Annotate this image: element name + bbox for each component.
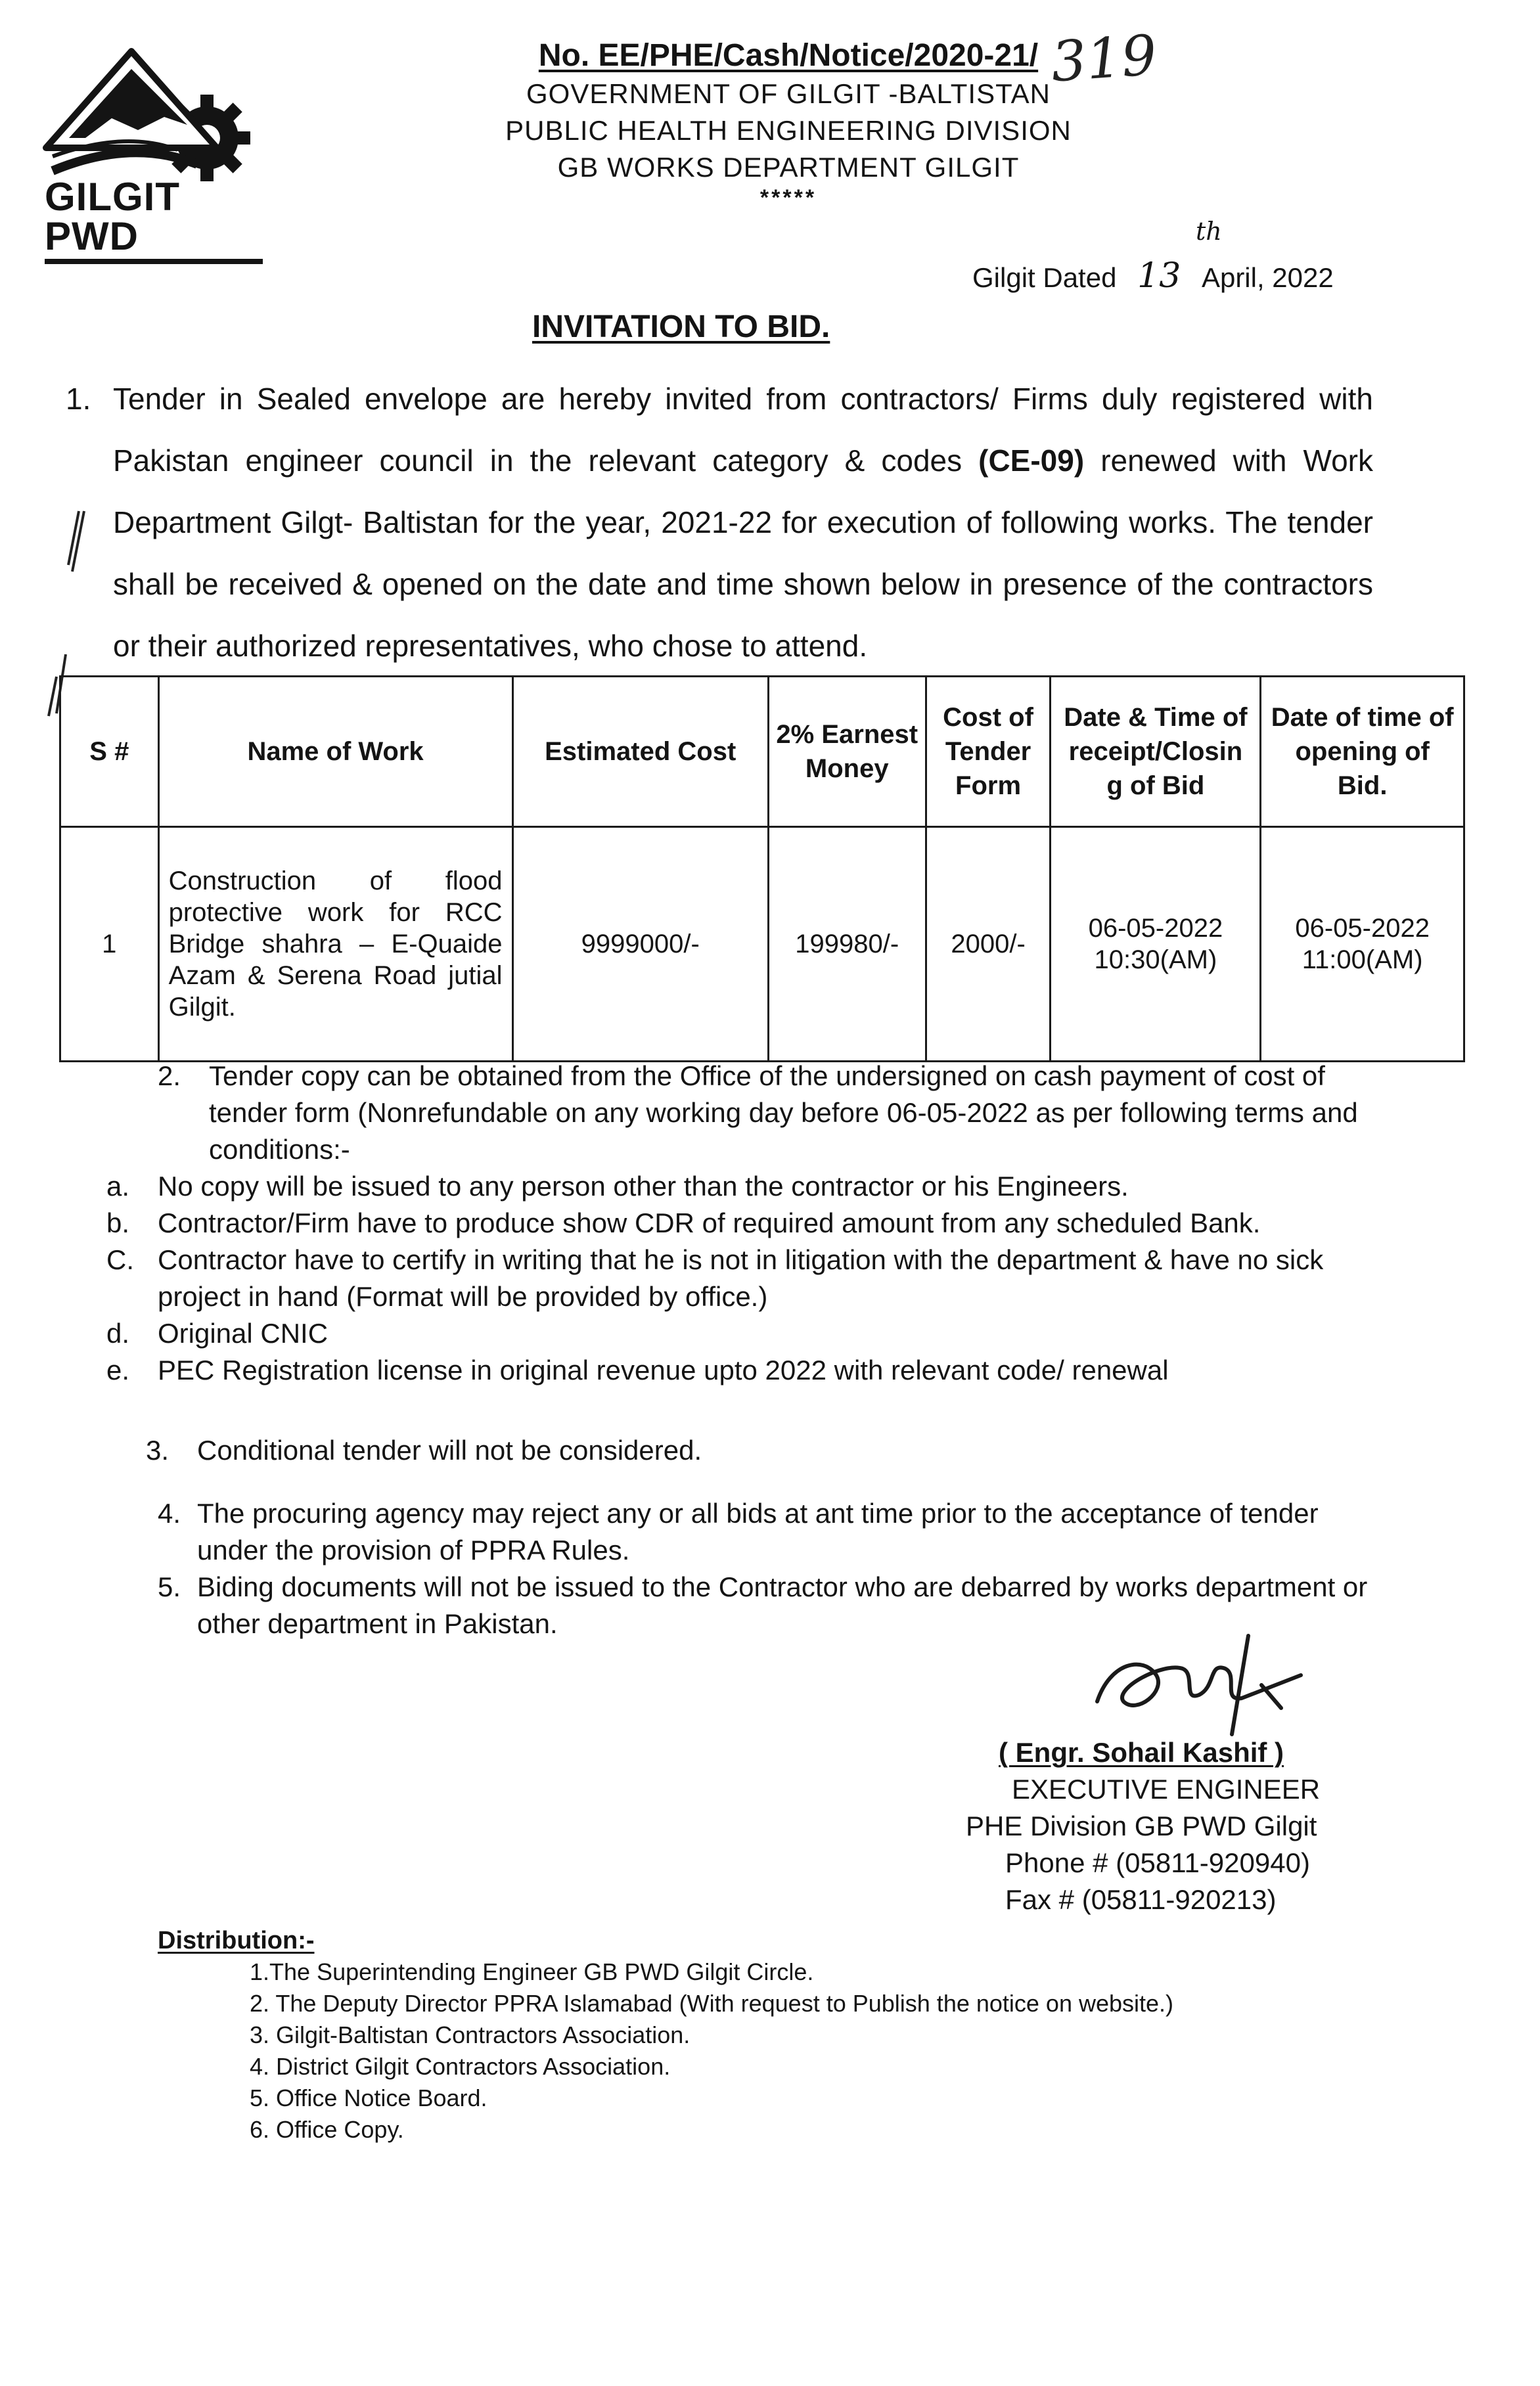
header-receipt-closing: Date & Time of receipt/Closin g of Bid (1051, 677, 1261, 827)
document-title: INVITATION TO BID. (532, 309, 830, 344)
notice-date (972, 217, 1334, 296)
mountain-gear-icon (39, 39, 263, 184)
header-stars: ***** (759, 185, 817, 210)
list-item: 3. Gilgit-Baltistan Contractors Association. (250, 2021, 691, 2048)
terms-and-conditions (106, 1058, 1380, 1389)
signatory-designation: EXECUTIVE ENGINEER (1012, 1774, 1321, 1805)
cell-opening (1261, 827, 1464, 1062)
table-header-row (60, 677, 1464, 827)
category-code: (CE-09) (978, 443, 1085, 478)
list-item: 5. Office Notice Board. (250, 2084, 487, 2111)
header-name-of-work: Name of Work (158, 677, 512, 827)
date-day-suffix: th (1196, 217, 1222, 246)
terms-additional (146, 1432, 1380, 1642)
condition-e: e. PEC Registration license in original revenue upto 2022 with relevant code/ renewal (106, 1355, 1169, 1385)
cell-receipt-closing (1051, 827, 1261, 1062)
header-estimated-cost: Estimated Cost (512, 677, 768, 827)
paragraph-2 (158, 1058, 1380, 1168)
list-item: 4. District Gilgit Contractors Association. (250, 2053, 671, 2080)
bid-table (59, 675, 1465, 1062)
paragraph-1 (66, 368, 1373, 677)
condition-a: a. No copy will be issued to any person other than the contractor or his Engineers. (106, 1171, 1129, 1202)
date-month-year: April, 2022 (1201, 262, 1334, 293)
table-row (60, 827, 1464, 1062)
list-item: 2. The Deputy Director PPRA Islamabad (With request to Publish the notice on website.) (250, 1990, 1174, 2017)
cell-estimated-cost: 9999000/- (512, 827, 768, 1062)
signature-block (966, 1734, 1373, 1918)
opening-date: 06-05-2022 (1295, 914, 1430, 943)
signature-scribble-icon (1084, 1623, 1307, 1747)
gilgit-pwd-logo (39, 39, 263, 258)
cell-sno: 1 (60, 827, 159, 1062)
paragraph-2-text: Tender copy can be obtained from the Office of the undersigned on cash payment of cost of tender form (Nonrefundable on any working day before 06-05-2022 as per following terms and conditions:- (209, 1060, 1358, 1165)
signatory-fax: Fax # (05811-920213) (1005, 1884, 1277, 1915)
cell-earnest-money: 199980/- (768, 827, 926, 1062)
condition-b: b. Contractor/Firm have to produce show CDR of required amount from any scheduled Bank. (106, 1207, 1261, 1238)
paragraph-3: 3. Conditional tender will not be considered. (146, 1435, 702, 1466)
paragraph-5: 5. Biding documents will not be issued to the Contractor who are debarred by works department or other department in Pakistan. (158, 1571, 1368, 1639)
header-earnest-money: 2% Earnest Money (768, 677, 926, 827)
condition-d: d. Original CNIC (106, 1318, 328, 1349)
header-sno: S # (60, 677, 159, 827)
cell-name-of-work: Construction of flood protective work for RCC Bridge shahra – E-Quaide Azam & Serena Road jutial Gilgit. (158, 827, 512, 1062)
margin-mark-1 (66, 506, 92, 578)
header-tender-form-cost: Cost of Tender Form (926, 677, 1051, 827)
distribution-title: Distribution:- (158, 1927, 315, 1954)
signatory-name: ( Engr. Sohail Kashif ) (999, 1737, 1284, 1768)
distribution-list (158, 1925, 1340, 2146)
condition-c: C. Contractor have to certify in writing that he is not in litigation with the department & have no sick project in hand (Format will be provided by office.) (106, 1244, 1324, 1312)
cell-tender-form-cost: 2000/- (926, 827, 1051, 1062)
header-department: GB WORKS DEPARTMENT GILGIT (557, 152, 1020, 183)
paragraph-1-text: Tender in Sealed envelope are hereby invited from contractors/ Firms duly registered with Pakistan engineer council in the relevant category & codes (CE-09) renewed with Work Department Gilgt- Baltistan for the year, 2021-22 for execution of following works. The tender shall be received & opened on the date and time shown below in presence of the contractors or their authorized representatives, who chose to attend. (113, 382, 1373, 663)
signatory-phone: Phone # (05811-920940) (1005, 1847, 1310, 1878)
header-government: GOVERNMENT OF GILGIT -BALTISTAN (526, 78, 1051, 109)
list-item: 6. Office Copy. (250, 2116, 404, 2143)
reference-number: No. EE/PHE/Cash/Notice/2020-21/ (538, 38, 1039, 73)
logo-text: GILGIT PWD (45, 177, 263, 264)
receipt-time: 10:30(AM) (1094, 945, 1217, 974)
list-item: 1.The Superintending Engineer GB PWD Gilgit Circle. (250, 1958, 814, 1985)
date-day: 13 (1137, 256, 1181, 296)
header-division: PUBLIC HEALTH ENGINEERING DIVISION (505, 115, 1072, 146)
handwritten-reference-number: 319 (1049, 22, 1159, 95)
header-opening: Date of time of opening of Bid. (1261, 677, 1464, 827)
receipt-date: 06-05-2022 (1088, 914, 1223, 943)
paragraph-2-number: 2. (158, 1060, 181, 1091)
date-prefix: Gilgit Dated (972, 262, 1117, 293)
letterhead (460, 36, 1117, 210)
paragraph-1-number: 1. (66, 382, 91, 416)
paragraph-4: 4. The procuring agency may reject any or all bids at ant time prior to the acceptance of tender under the provision of PPRA Rules. (158, 1498, 1319, 1565)
opening-time: 11:00(AM) (1302, 945, 1423, 974)
signatory-office: PHE Division GB PWD Gilgit (966, 1811, 1317, 1841)
